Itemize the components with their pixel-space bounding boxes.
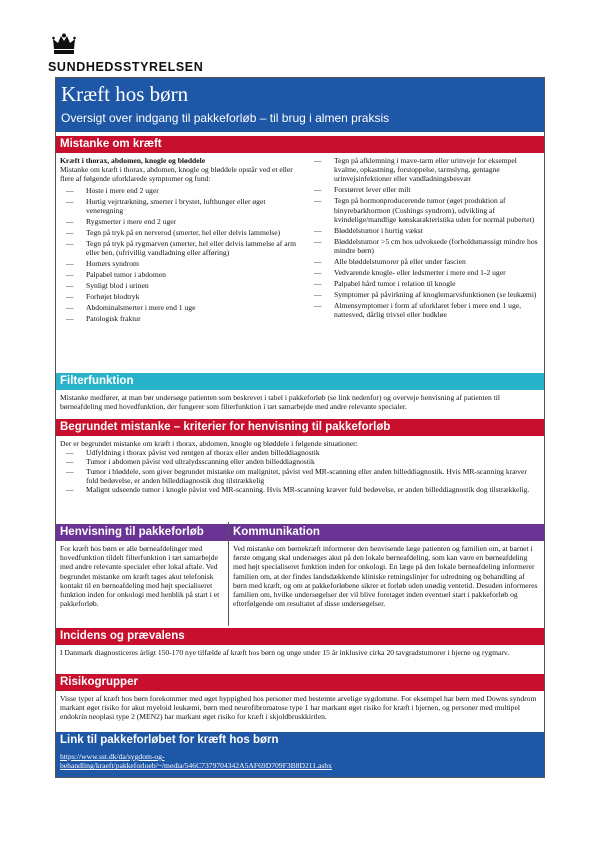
mistanke-right-column	[308, 156, 540, 321]
henvisning-text: For kræft hos børn er alle børneafdelinger med hovedfunktion tildelt filterfunktion i tæt samarbejde med andre relevante specialer efter lokal aftale. Ved begrundet mistanke om kræft tages akut telefonisk kontakt til en børneafdeling med højt specialiseret funktion inden for onkologi med henblik på start i et pakkeforløb.	[60, 544, 220, 609]
section-heading-begrundet: Begrundet mistanke – kriterier for henvisning til pakkeforløb	[56, 419, 544, 436]
filter-text: Mistanke medfører, at man bør undersøge patienten som beskrevet i tabel i pakkeforløb (se link nedenfor) og overveje henvisning af patienten til børneafdeling med hovedfunktion, der fungerer som filterfunktion i tæt samarbejde med andre relevante specialer.	[60, 393, 500, 412]
list-item: — Tegn på hormonproducerende tumor (øget produktion af binyrebarkhormon (Cushings syndrom), udvikling af kvindelige/mandlige kønskarakteristika uden for normal pubertet)	[308, 196, 540, 224]
section-heading-kommunikation: Kommunikation	[229, 524, 544, 541]
section-heading-risiko: Risikogrupper	[56, 674, 544, 691]
begrundet-intro: Der er begrundet mistanke om kræft i thorax, abdomen, knogle og bløddele i følgende situationer:	[60, 439, 358, 448]
list-item: — Bløddelstumor i hurtig vækst	[308, 226, 540, 235]
list-item: — Tegn på tryk på rygmarven (smerter, hel eller delvis lammelse af arm eller ben, (ufrivillig vandladning eller afføring)	[60, 239, 304, 257]
section-heading-henvisning: Henvisning til pakkeforløb	[56, 524, 228, 541]
list-item: — Palpabel tumor i abdomen	[60, 270, 304, 279]
list-item: — Tegn på tryk på en nerverod (smerter, hel eller delvis lammelse)	[60, 228, 304, 237]
document-header	[56, 78, 544, 132]
list-item: — Symptomer på påvirkning af knoglemarvsfunktionen (se leukæmi)	[308, 290, 540, 299]
list-item: — Rygsmerter i mere end 2 uger	[60, 217, 304, 226]
pakkeforloeb-link[interactable]	[60, 752, 332, 770]
begrundet-content	[60, 439, 540, 494]
document-subtitle: Oversigt over indgang til pakkeforløb – til brug i almen praksis	[61, 111, 390, 125]
section-heading-link: Link til pakkeforløbet for kræft hos børn	[60, 734, 279, 746]
list-item: — Alle bløddelstumorer på eller under fascien	[308, 257, 540, 266]
list-item: — Forstørret lever eller milt	[308, 185, 540, 194]
mistanke-left-list	[60, 186, 304, 324]
begrundet-list	[60, 448, 540, 494]
crown-icon	[52, 33, 76, 55]
list-item: — Udfyldning i thorax påvist ved røntgen af thorax eller anden billeddiagnostik	[60, 448, 540, 457]
section-heading-filter: Filterfunktion	[56, 373, 544, 390]
list-item: — Almensymptomer i form af uforklaret feber i mere end 1 uge, nattesved, dårlig trivsel eller hudkløe	[308, 301, 540, 319]
incidens-text: I Danmark diagnosticeres årligt 150-170 nye tilfælde af kræft hos børn og unge under 15 år inklusive cirka 20 tavgradstumorer i hjerne og rygmarv.	[60, 648, 510, 657]
document-title: Kræft hos børn	[61, 82, 189, 106]
list-item: — Tegn på afklemning i mave-tarm eller urinveje for eksempel kvalme, opkastning, forstoppelse, tarmslyng, gentagne urinvejsinfektioner eller vandladningsbesvær	[308, 156, 540, 184]
mistanke-left-column	[60, 156, 304, 325]
mistanke-subheading: Kræft i thorax, abdomen, knogle og bløddele	[60, 156, 206, 165]
column-divider	[228, 522, 229, 626]
list-item: — Synligt blod i urinen	[60, 281, 304, 290]
list-item: — Hurtig vejrtrækning, smerter i brystet, lufthunger eller øget venetegning	[60, 197, 304, 215]
list-item: — Palpabel hård tumor i relation til knogle	[308, 279, 540, 288]
list-item: — Patologisk fraktur	[60, 314, 304, 323]
kommunikation-text: Ved mistanke om børnekræft informerer den henvisende læge patienten og familien om, at barnet i første omgang skal undersøges akut på den lokale børneafdeling, som kan være en børneafdeling med højt specialiseret funktion inden for onkologi. En læge på den lokale børneafdeling informerer familien om, at der findes landsdækkende kliniske retningslinjer for udredning og behandling af børn med kræft, og om at pakkeforløbene sikrer et forløb uden unødig ventetid. Desuden informeres familien om, hvilke undersøgelser der vil blive foretaget inden eventuel start i pakkeforløb og efterfølgende om resultatet af disse undersøgelser.	[233, 544, 538, 609]
link-block	[60, 752, 540, 770]
list-item: — Horners syndrom	[60, 259, 304, 268]
list-item: — Abdominalsmerter i mere end 1 uge	[60, 303, 304, 312]
section-heading-incidens: Incidens og prævalens	[56, 628, 544, 645]
list-item: — Tumor i bløddele, som giver begrundet mistanke om malignitet, påvist ved MR-scanning eller anden billeddiagnostik. Hvis MR-scanning kræver fuld bedøvelse, er anden billeddiagnostik dog tilstrækkelig	[60, 467, 540, 485]
list-item: — Vedvarende knogle- eller ledsmerter i mere end 1-2 uger	[308, 268, 540, 277]
mistanke-intro: Mistanke om kræft i thorax, abdomen, knogle og bløddele opstår ved et eller flere af følgende uforklarede symptomer og fund:	[60, 165, 293, 184]
link-url-line1: https://www.sst.dk/da/sygdom-og-	[60, 752, 165, 761]
list-item: — Forhøjet blodtryk	[60, 292, 304, 301]
list-item: — Bløddelstumor >5 cm hos udvoksede (forholdsmæssigt mindre hos mindre børn)	[308, 237, 540, 255]
link-url-line2: behandling/kraeft/pakkeforloeb/~/media/546C7379704342A5AF69D709F3B8D211.ashx	[60, 761, 332, 771]
logo-wordmark: SUNDHEDSSTYRELSEN	[48, 60, 204, 74]
list-item: — Hoste i mere end 2 uger	[60, 186, 304, 195]
list-item: — Tumor i abdomen påvist ved ultralydsscanning eller anden billeddiagnostik	[60, 457, 540, 466]
risiko-text: Visse typer af kræft hos børn forekommer med øget hyppighed hos personer med bestemte arvelige sygdomme. For eksempel har børn med Downs syndrom markant øget risiko for akut myeloid leukæmi, børn med neurofibromatose type 1 har markant øget risiko for kræft i hjernen, og personer med multipel endokrin neoplasi type 2 (MEN2) har markant øget risiko for kræft i skjoldbruskkirtlen.	[60, 694, 537, 722]
mistanke-right-list	[308, 156, 540, 319]
list-item: — Malignt udseende tumor i knogle påvist ved MR-scanning. Hvis MR-scanning kræver fuld bedøvelse, er anden billeddiagnostik dog tilstrækkelig.	[60, 485, 540, 494]
section-heading-mistanke: Mistanke om kræft	[56, 136, 544, 153]
